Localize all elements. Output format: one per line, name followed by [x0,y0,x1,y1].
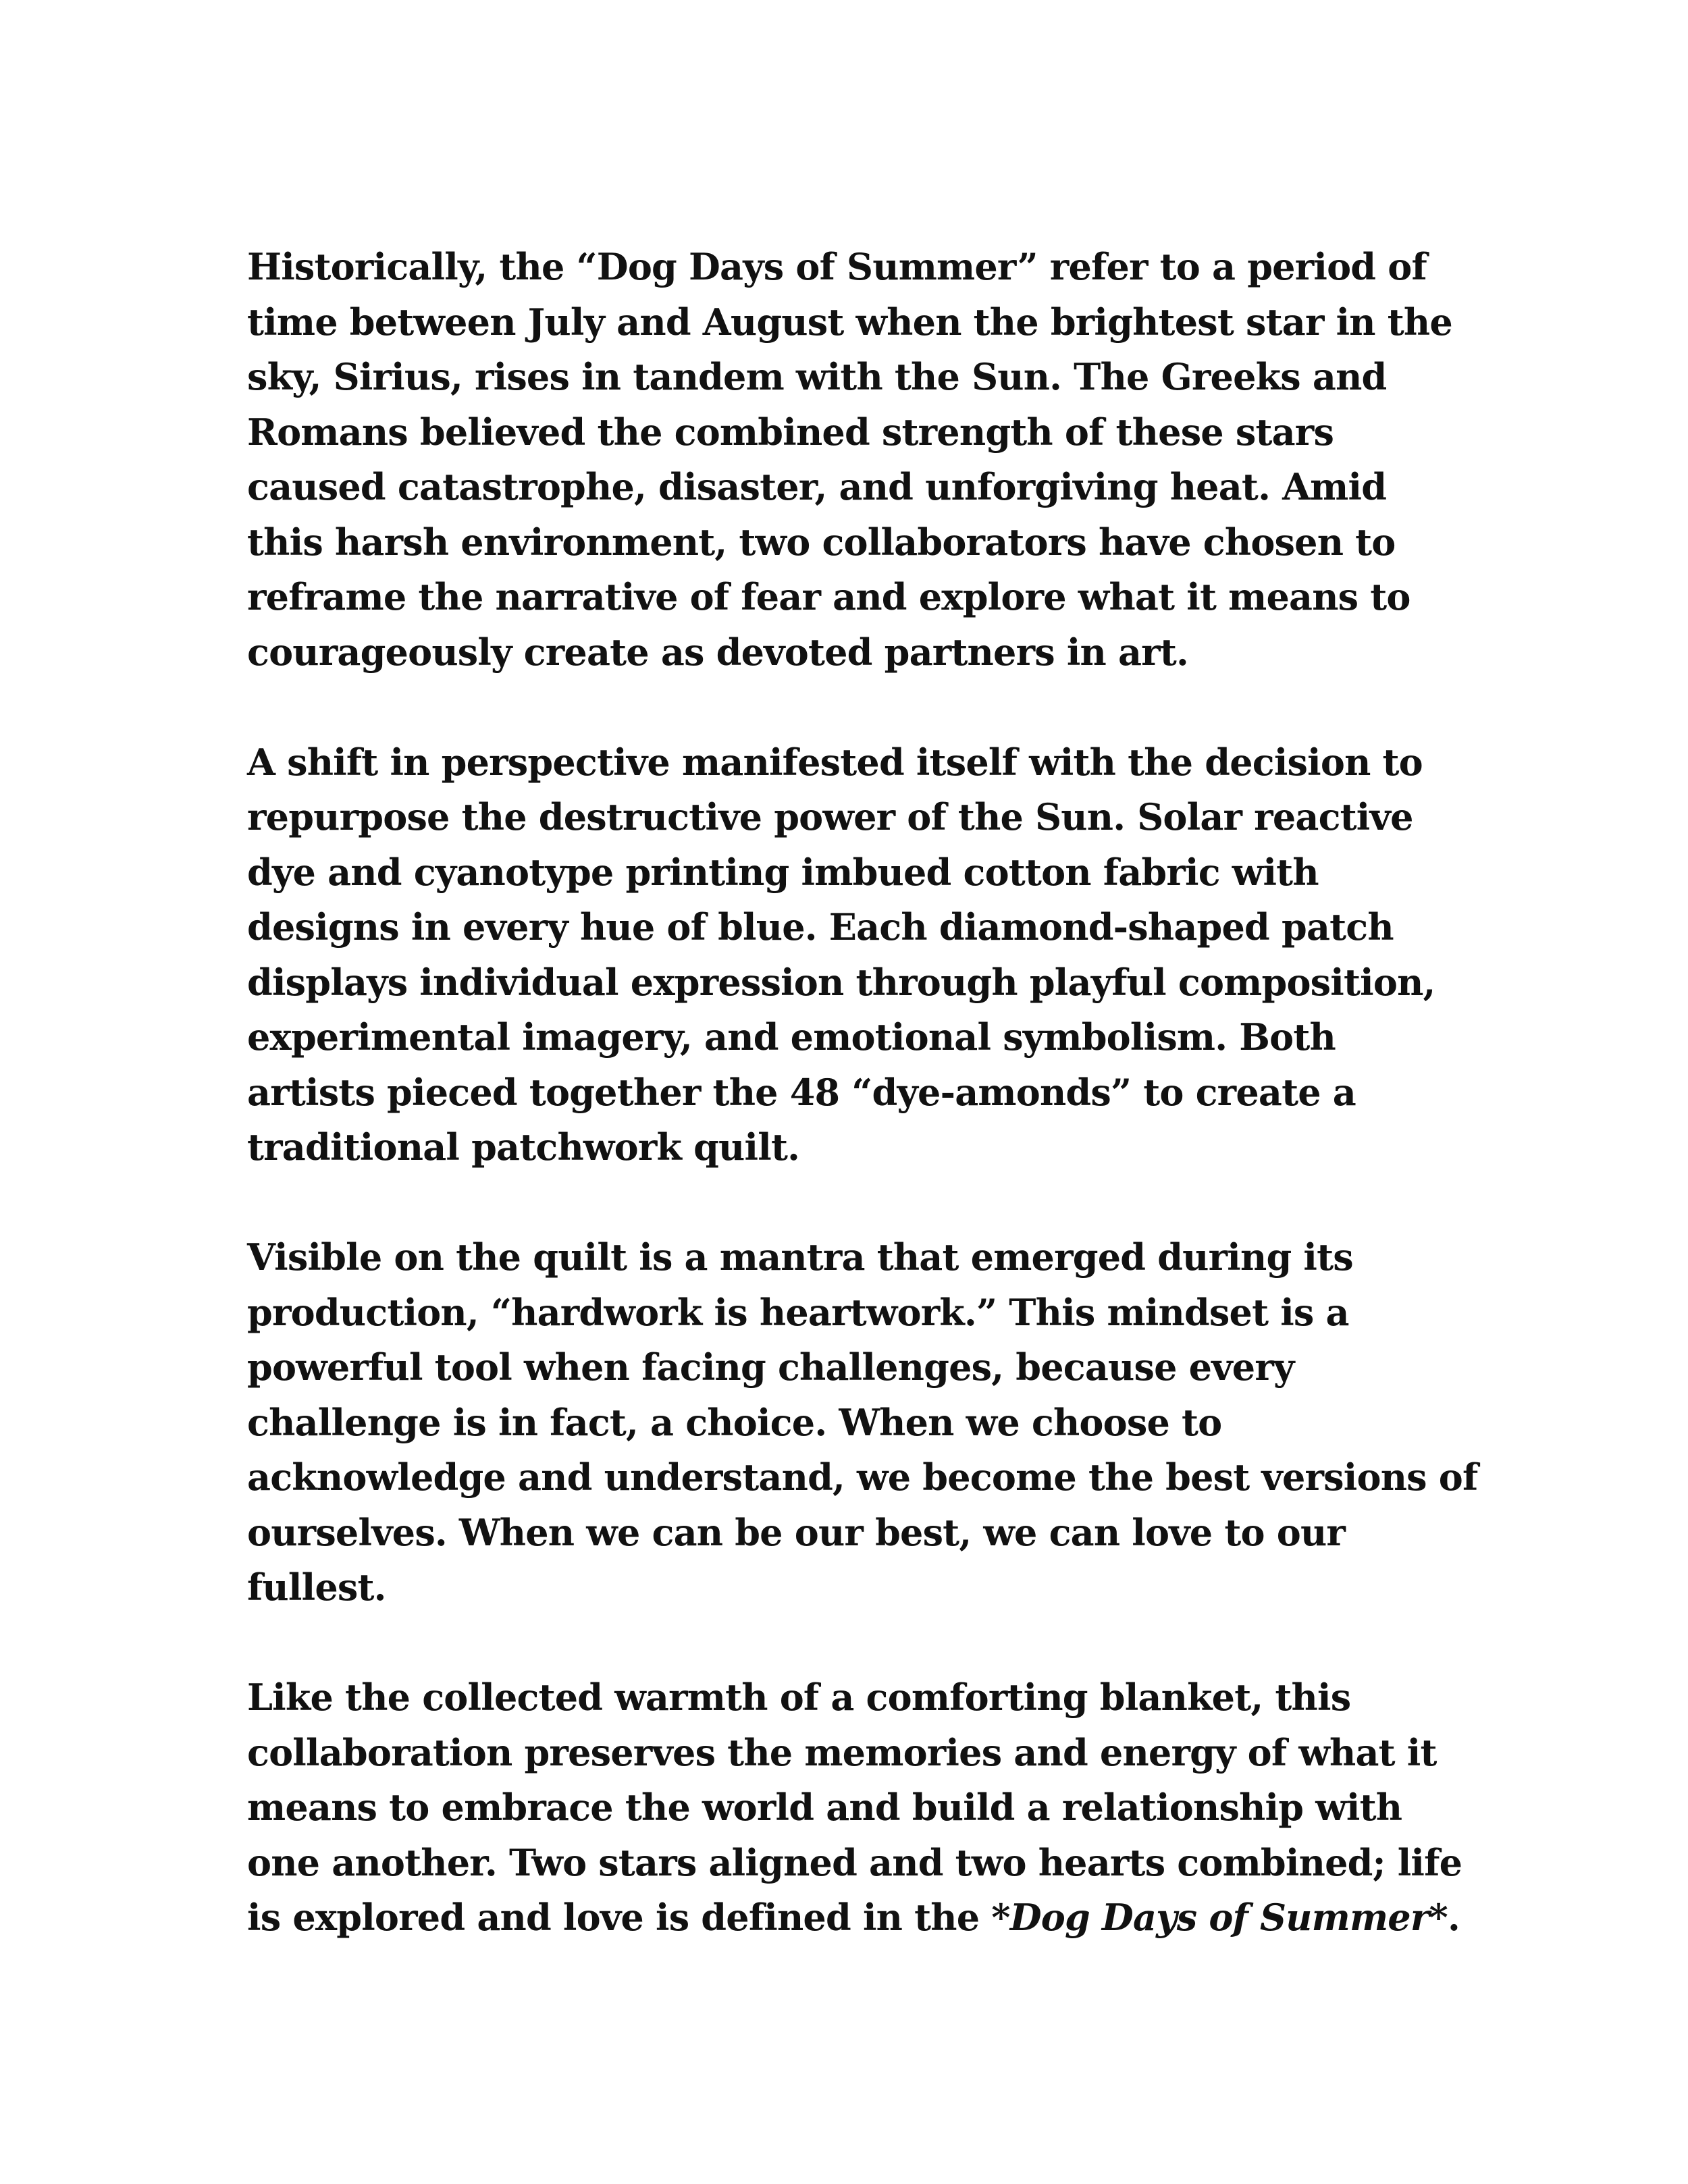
text-line: A shift in perspective manifested itself with the decision to [247,740,1423,784]
text-line: means to embrace the world and build a relationship with [247,1786,1402,1829]
text-line: courageously create as devoted partners in art. [247,630,1188,674]
text-line: one another. Two stars aligned and two hearts combined; life [247,1840,1462,1884]
paragraph-3 [247,1230,1478,1616]
paragraph-4 [247,1670,1462,1946]
closing-line-suffix: . [1447,1896,1460,1939]
text-line: artists pieced together the 48 “dye-amonds” to create a [247,1070,1356,1114]
text-line: experimental imagery, and emotional symbolism. Both [247,1015,1336,1059]
text-line: collaboration preserves the memories and energy of what it [247,1730,1437,1774]
text-line: production, “hardwork is heartwork.” This mindset is a [247,1290,1349,1334]
text-line: traditional patchwork quilt. [247,1125,800,1169]
title-emphasis: *Dog Days of Summer* [991,1896,1448,1939]
text-line: reframe the narrative of fear and explore what it means to [247,575,1410,618]
text-line: repurpose the destructive power of the Sun. Solar reactive [247,795,1413,838]
statement-text [247,240,1478,2000]
text-line: time between July and August when the brightest star in the [247,300,1452,344]
text-line: designs in every hue of blue. Each diamond-shaped patch [247,905,1394,949]
text-line: dye and cyanotype printing imbued cotton fabric with [247,850,1319,894]
text-line: fullest. [247,1566,386,1609]
text-line: displays individual expression through playful composition, [247,960,1435,1004]
text-line: this harsh environment, two collaborators have chosen to [247,520,1396,564]
text-line: Visible on the quilt is a mantra that emerged during its [247,1235,1353,1279]
text-line: Historically, the “Dog Days of Summer” refer to a period of [247,245,1427,288]
paragraph-1 [247,240,1462,680]
text-line: Like the collected warmth of a comforting blanket, this [247,1676,1351,1719]
text-line: powerful tool when facing challenges, because every [247,1346,1294,1389]
paragraph-2 [247,735,1462,1175]
text-line: acknowledge and understand, we become the best versions of [247,1456,1478,1499]
text-line: Romans believed the combined strength of these stars [247,410,1334,454]
text-line: caused catastrophe, disaster, and unforgiving heat. Amid [247,465,1387,508]
closing-line [247,1890,1462,1946]
text-line: sky, Sirius, rises in tandem with the Sun. The Greeks and [247,355,1387,398]
text-line: ourselves. When we can be our best, we can love to our [247,1510,1346,1554]
text-line: challenge is in fact, a choice. When we choose to [247,1400,1222,1444]
closing-line-prefix: is explored and love is defined in the [247,1896,992,1939]
